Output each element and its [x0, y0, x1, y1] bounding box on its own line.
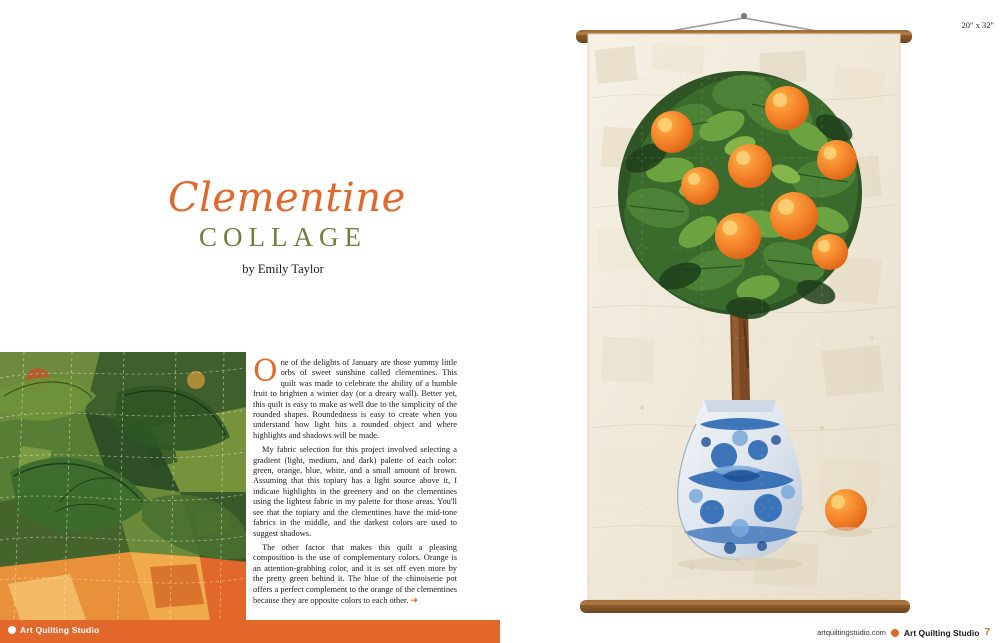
right-footer-content: [817, 627, 990, 638]
circle-icon: [8, 626, 16, 634]
footer-brand-right: Art Quilting Studio: [903, 627, 980, 638]
circle-icon: [891, 629, 899, 637]
footer-url: artquiltingstudio.com: [817, 628, 886, 637]
byline: by Emily Taylor: [242, 262, 324, 276]
page-number: 7: [984, 627, 990, 638]
footer-brand-left: Art Quilting Studio: [20, 625, 100, 635]
body-paragraph-3: [253, 543, 457, 606]
artwork-dimensions: 20" x 32": [961, 20, 994, 30]
body-paragraph-1: [253, 354, 457, 441]
right-page: [500, 0, 1000, 643]
fabric-collage-photo: [0, 352, 246, 620]
page-title: Clementine: [168, 175, 406, 221]
quilt-artwork: [572, 8, 972, 628]
body-paragraph-2: My fabric selection for this project involved selecting a gradient (light, medium, and dark) palette of each color: green, orange, blue, white, and a small amount of brown. Assuming that this topiary has a light source above it, I indicate highlights in the greenery and on the clementines using the lightest fabric in my palette for those areas. You'll see that the topiary and the clementines have the mid-tone fabrics in the middle, and the darkest colors are used to suggest shadows.: [253, 445, 457, 538]
paragraph-text: ne of the delights of January are those yummy little orbs of sweet sunshine called clementines. This quilt was made to celebrate the ability of a humble fruit to brighten a winter day (or a dreary wall). Better yet, this quilt is easy to make as well due to the simplicity of the rounded shapes. Roundedness is easy to create when you understand how light hits a rounded object and where highlights and shadows will be made.: [253, 358, 457, 440]
drop-cap: O: [253, 354, 278, 389]
end-mark-icon: ➜: [410, 594, 418, 605]
article-body: [253, 354, 457, 610]
paragraph-text: The other factor that makes this quilt a pleasing composition is the use of complementary colors. Orange is an attention-grabbing color, and it is set off even more by the pretty green behind it. The blue of the chinoiserie pot offers a perfect complement to the orange of the clementines because they are opposite colors to each other.: [253, 542, 457, 605]
article-title-block: [168, 175, 406, 253]
left-footer-bar: [0, 620, 500, 643]
left-footer-content: [8, 625, 99, 635]
page-subtitle: COLLAGE: [199, 222, 367, 252]
